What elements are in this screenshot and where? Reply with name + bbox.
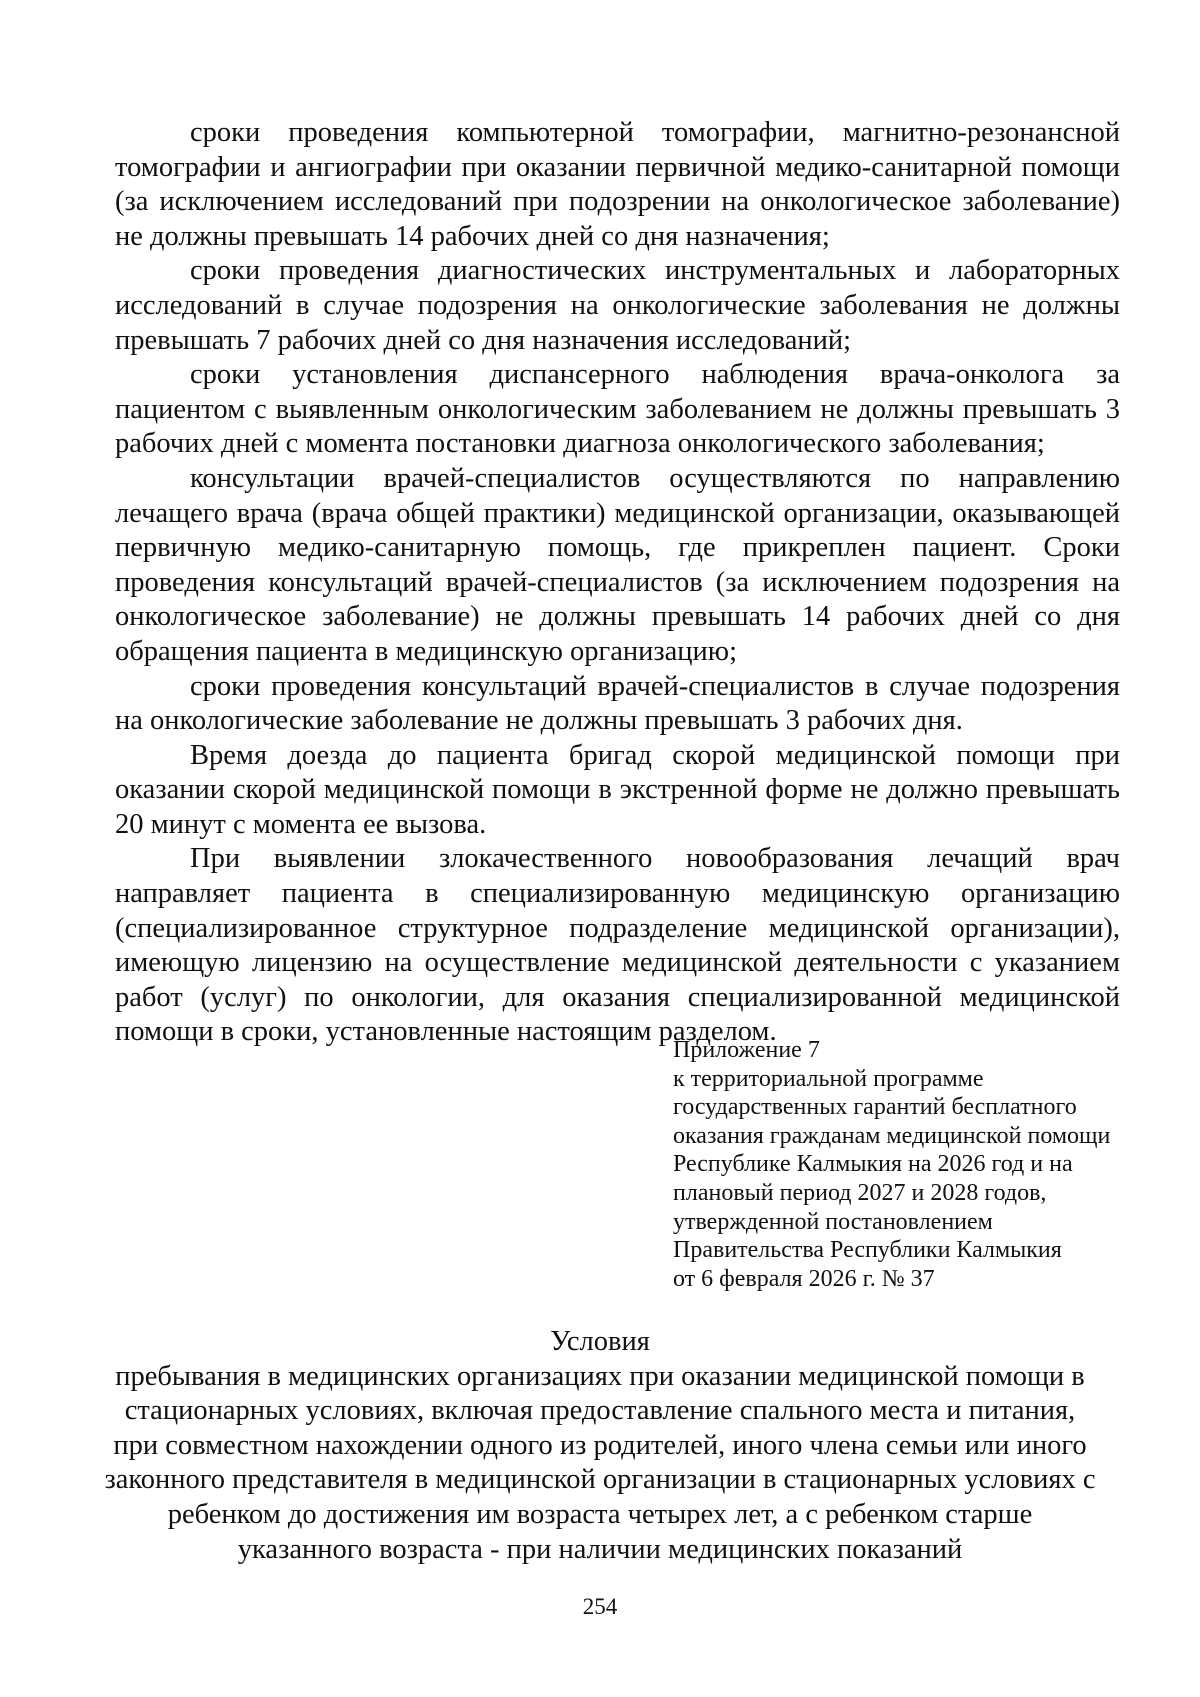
appendix-line: Приложение 7 bbox=[673, 1037, 820, 1063]
appendix-header bbox=[673, 1036, 1143, 1293]
section-title: Условия bbox=[550, 1326, 650, 1357]
appendix-line: от 6 февраля 2026 г. № 37 bbox=[673, 1265, 935, 1292]
paragraph-oncology-consultation-terms: сроки проведения консультаций врачей-специалистов в случае подозрения на онкологические заболевание не должны превышать 3 рабочих дня. bbox=[115, 670, 1120, 737]
paragraph-ambulance-time: Время доезда до пациента бригад скорой медицинской помощи при оказании скорой медицинской помощи в экстренной форме не должно превышать 20 минут с момента ее вызова. bbox=[115, 739, 1120, 840]
appendix-line: государственных гарантий бесплатного bbox=[673, 1094, 1077, 1121]
body-text bbox=[115, 116, 1120, 1050]
section-heading bbox=[100, 1325, 1100, 1567]
appendix-line: утвержденной постановлением bbox=[673, 1208, 993, 1235]
appendix-line: плановый период 2027 и 2028 годов, bbox=[673, 1179, 1047, 1206]
paragraph-ct-mri-terms: сроки проведения компьютерной томографии, магнитно-резонансной томографии и ангиографии при оказании первичной медико-санитарной помощи (за исключением исследований при подозрении на онкологическое заболевание) не должны превышать 14 рабочих дней со дня назначения; bbox=[115, 117, 1120, 252]
paragraph-specialist-consultations: консультации врачей-специалистов осуществляются по направлению лечащего врача (врача общей практики) медицинской организации, оказывающей первичную медико-санитарную помощь, где прикреплен пациент. Сроки проведения консультаций врачей-специалистов (за исключением подозрения на онкологическое заболевание) не должны превышать 14 рабочих дней со дня обращения пациента в медицинскую организацию; bbox=[115, 462, 1120, 667]
section-subtitle: пребывания в медицинских организациях при оказании медицинской помощи в стационарных условиях, включая предоставление спального места и питания, при совместном нахождении одного из родителей, иного члена семьи или иного законного представителя в медицинской организации в стационарных условиях с ребенком до достижения им возраста четырех лет, а с ребенком старше указанного возраста - при наличии медицинских показаний bbox=[104, 1360, 1096, 1565]
paragraph-dispensary-terms: сроки установления диспансерного наблюдения врача-онколога за пациентом с выявленным онкологическим заболеванием не должны превышать 3 рабочих дней с момента постановки диагноза онкологического заболевания; bbox=[115, 359, 1120, 460]
paragraph-malignancy-referral: При выявлении злокачественного новообразования лечащий врач направляет пациента в специализированную медицинскую организацию (специализированное структурное подразделение медицинской организации), имеющую лицензию на осуществление медицинской деятельности с указанием работ (услуг) по онкологии, для оказания специализированной медицинской помощи в сроки, установленные настоящим разделом. bbox=[115, 843, 1120, 1048]
appendix-line: оказания гражданам медицинской помощи bbox=[673, 1122, 1111, 1149]
page-number: 254 bbox=[582, 1594, 618, 1619]
appendix-line: Республике Калмыкия на 2026 год и на bbox=[673, 1151, 1073, 1178]
appendix-line: к территориальной программе bbox=[673, 1065, 984, 1092]
paragraph-diagnostic-terms: сроки проведения диагностических инструментальных и лабораторных исследований в случае подозрения на онкологические заболевания не должны превышать 7 рабочих дней со дня назначения исследований; bbox=[115, 255, 1120, 356]
appendix-line: Правительства Республики Калмыкия bbox=[673, 1237, 1062, 1264]
